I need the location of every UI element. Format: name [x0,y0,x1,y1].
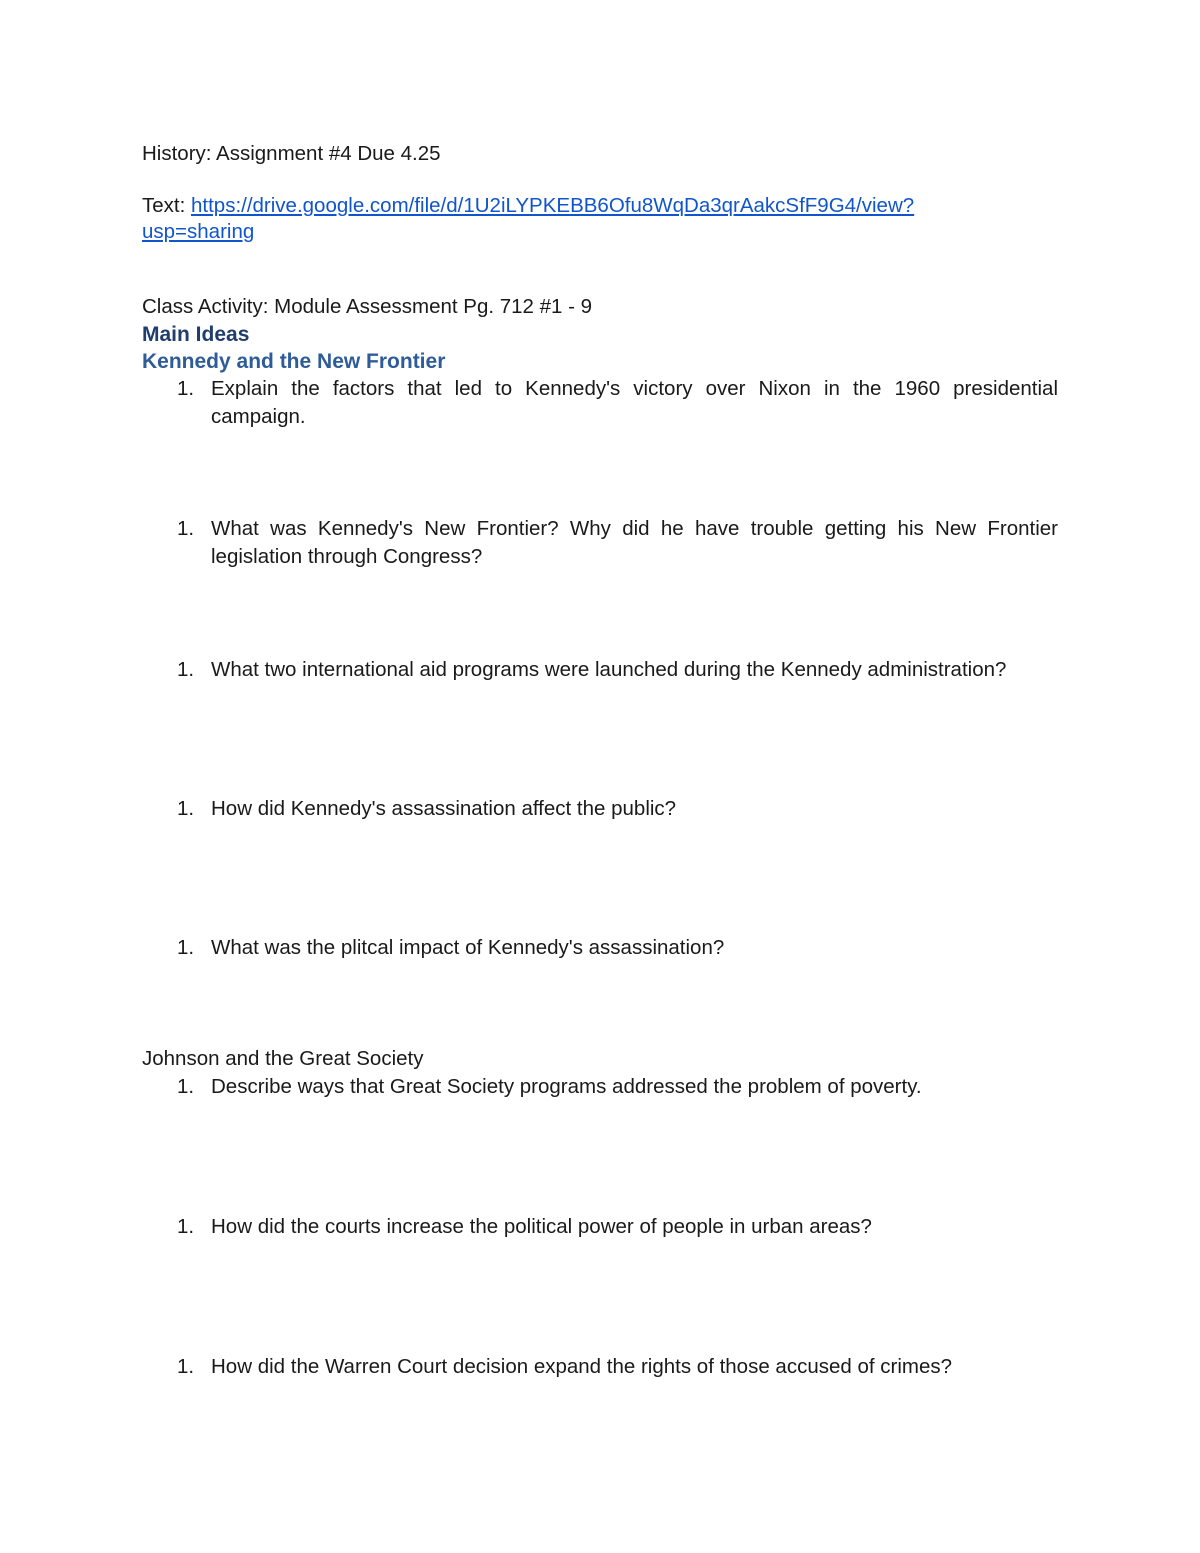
text-label: Text: [142,194,186,217]
question-item [142,1073,1058,1101]
question-item [142,1353,1058,1381]
question-text: Describe ways that Great Society programs addressed the problem of poverty. [211,1075,922,1098]
assignment-title: History: Assignment #4 Due 4.25 [142,142,441,165]
question-number: 1. [177,1355,195,1378]
question-number: 1. [177,1075,195,1098]
question-text: How did Kennedy's assassination affect the public? [211,797,677,820]
question-number: 1. [177,377,195,400]
question-item [142,375,1058,430]
question-number: 1. [177,1215,195,1238]
question-text: How did the Warren Court decision expand the rights of those accused of crimes? [211,1355,953,1378]
drive-link-continued[interactable]: usp=sharing [142,220,255,243]
section-kennedy-heading: Kennedy and the New Frontier [142,350,446,373]
question-item [142,515,1058,570]
question-text: What was the plitcal impact of Kennedy's assassination? [211,936,725,959]
section-johnson-heading: Johnson and the Great Society [142,1047,424,1070]
question-number: 1. [177,658,195,681]
question-text: What two international aid programs were launched during the Kennedy administration? [211,658,1007,681]
question-item [142,656,1058,684]
question-text: How did the courts increase the political power of people in urban areas? [211,1215,872,1238]
question-text: What was Kennedy's New Frontier? Why did he have trouble getting his New Frontier legislation through Congress? [211,517,1058,568]
question-number: 1. [177,936,195,959]
question-text: Explain the factors that led to Kennedy's victory over Nixon in the 1960 presidential campaign. [211,377,1058,428]
question-number: 1. [177,517,195,540]
text-reference-line [142,192,914,219]
class-activity: Class Activity: Module Assessment Pg. 712 #1 - 9 [142,295,593,318]
drive-link-continued-line [142,218,254,245]
main-ideas-heading: Main Ideas [142,323,250,346]
question-item [142,934,1058,962]
question-item [142,795,1058,823]
question-number: 1. [177,797,195,820]
drive-link[interactable]: https://drive.google.com/file/d/1U2iLYPKEBB6Ofu8WqDa3qrAakcSfF9G4/view? [191,194,915,217]
question-item [142,1213,1058,1241]
